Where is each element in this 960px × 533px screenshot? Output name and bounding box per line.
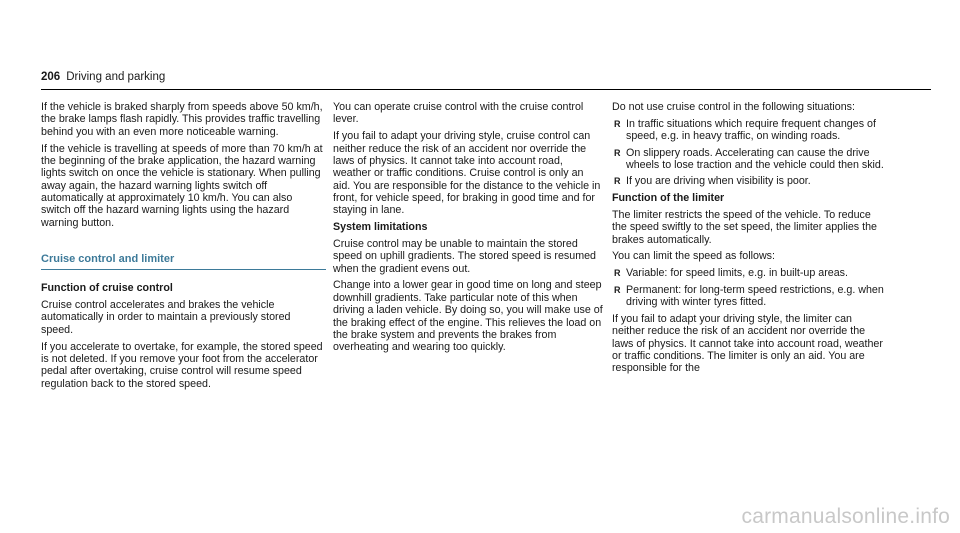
paragraph: Do not use cruise control in the following situations: xyxy=(612,101,855,113)
section-title: Cruise control and limiter xyxy=(41,252,175,265)
subheading: Function of the limiter xyxy=(612,192,725,205)
section-name: Driving and parking xyxy=(66,71,166,83)
paragraph: The limiter restricts the speed of the vehicle. To reduce the speed swiftly to the set speed, the limiter applies the brakes automatically. xyxy=(612,208,877,246)
paragraph: If you accelerate to overtake, for example, the stored speed is not deleted. If you remove your foot from the accelerator pedal after overtaking, cruise control will resume speed regulation back to the stored speed. xyxy=(41,340,323,390)
paragraph: Cruise control accelerates and brakes the vehicle automatically in order to maintain a previously stored speed. xyxy=(41,299,291,336)
paragraph: You can operate cruise control with the cruise control lever. xyxy=(333,101,584,126)
subheading: System limitations xyxy=(333,221,428,234)
list-item: R On slippery roads. Accelerating can cause the drive wheels to lose traction and the vehicle could then skid. xyxy=(614,146,884,171)
watermark: carmanualsonline.info xyxy=(741,505,950,528)
header-divider xyxy=(41,89,931,90)
bullet-list xyxy=(612,267,884,308)
page-header xyxy=(41,70,931,84)
list-item: R If you are driving when visibility is poor. xyxy=(614,175,811,188)
bullet-icon: R xyxy=(614,284,621,295)
paragraph: If you fail to adapt your driving style, the limiter can neither reduce the risk of an accident nor override the laws of physics. It cannot take into account road, weather or traffic conditions. The limiter is only an aid. You are responsible for the xyxy=(612,312,883,375)
column-3 xyxy=(612,101,884,379)
paragraph: You can limit the speed as follows: xyxy=(612,250,775,263)
paragraph: Change into a lower gear in good time on long and steep downhill gradients. Take particular note of this when driving a laden vehicle. By doing so, you will make use of the braking effect of the engine. This relieves the load on the brake system and prevents the brakes from overheating and wearing too quickly. xyxy=(333,279,603,354)
list-item: R Permanent: for long-term speed restrictions, e.g. when driving with winter tyres fitted. xyxy=(614,283,884,308)
paragraph: If the vehicle is travelling at speeds of more than 70 km/h at the beginning of the brake application, the hazard warning lights switch on once the vehicle is stationary. When pulling away again, the hazard warning lights switch off automatically at approximately 10 km/h. You can also switch off the hazard warning lights using the hazard warning button. xyxy=(41,142,323,229)
paragraph: If the vehicle is braked sharply from speeds above 50 km/h, the brake lamps flash rapidly. This provides traffic travelling behind you with an even more noticeable warning. xyxy=(41,101,323,138)
list-item: R In traffic situations which require frequent changes of speed, e.g. in heavy traffic, on winding roads. xyxy=(614,117,876,143)
section-divider xyxy=(41,269,326,270)
bullet-list xyxy=(612,118,884,188)
subheading: Function of cruise control xyxy=(41,282,173,295)
bullet-icon: R xyxy=(614,268,621,279)
bullet-icon: R xyxy=(614,118,621,129)
column-1 xyxy=(41,101,324,395)
page-number: 206 xyxy=(41,71,61,83)
bullet-icon: R xyxy=(614,147,621,158)
paragraph: Cruise control may be unable to maintain the stored speed on uphill gradients. The stored speed is resumed when the gradient evens out. xyxy=(333,237,596,275)
bullet-icon: R xyxy=(614,176,621,187)
column-2 xyxy=(333,101,603,358)
paragraph: If you fail to adapt your driving style, cruise control can neither reduce the risk of an accident nor override the laws of physics. It cannot take into account road, weather or traffic conditions. Cruise control is only an aid. You are responsible for the distance to the vehicle in front, for vehicle speed, for braking in good time and for staying in lane. xyxy=(333,130,601,217)
list-item: R Variable: for speed limits, e.g. in built-up areas. xyxy=(614,267,848,280)
